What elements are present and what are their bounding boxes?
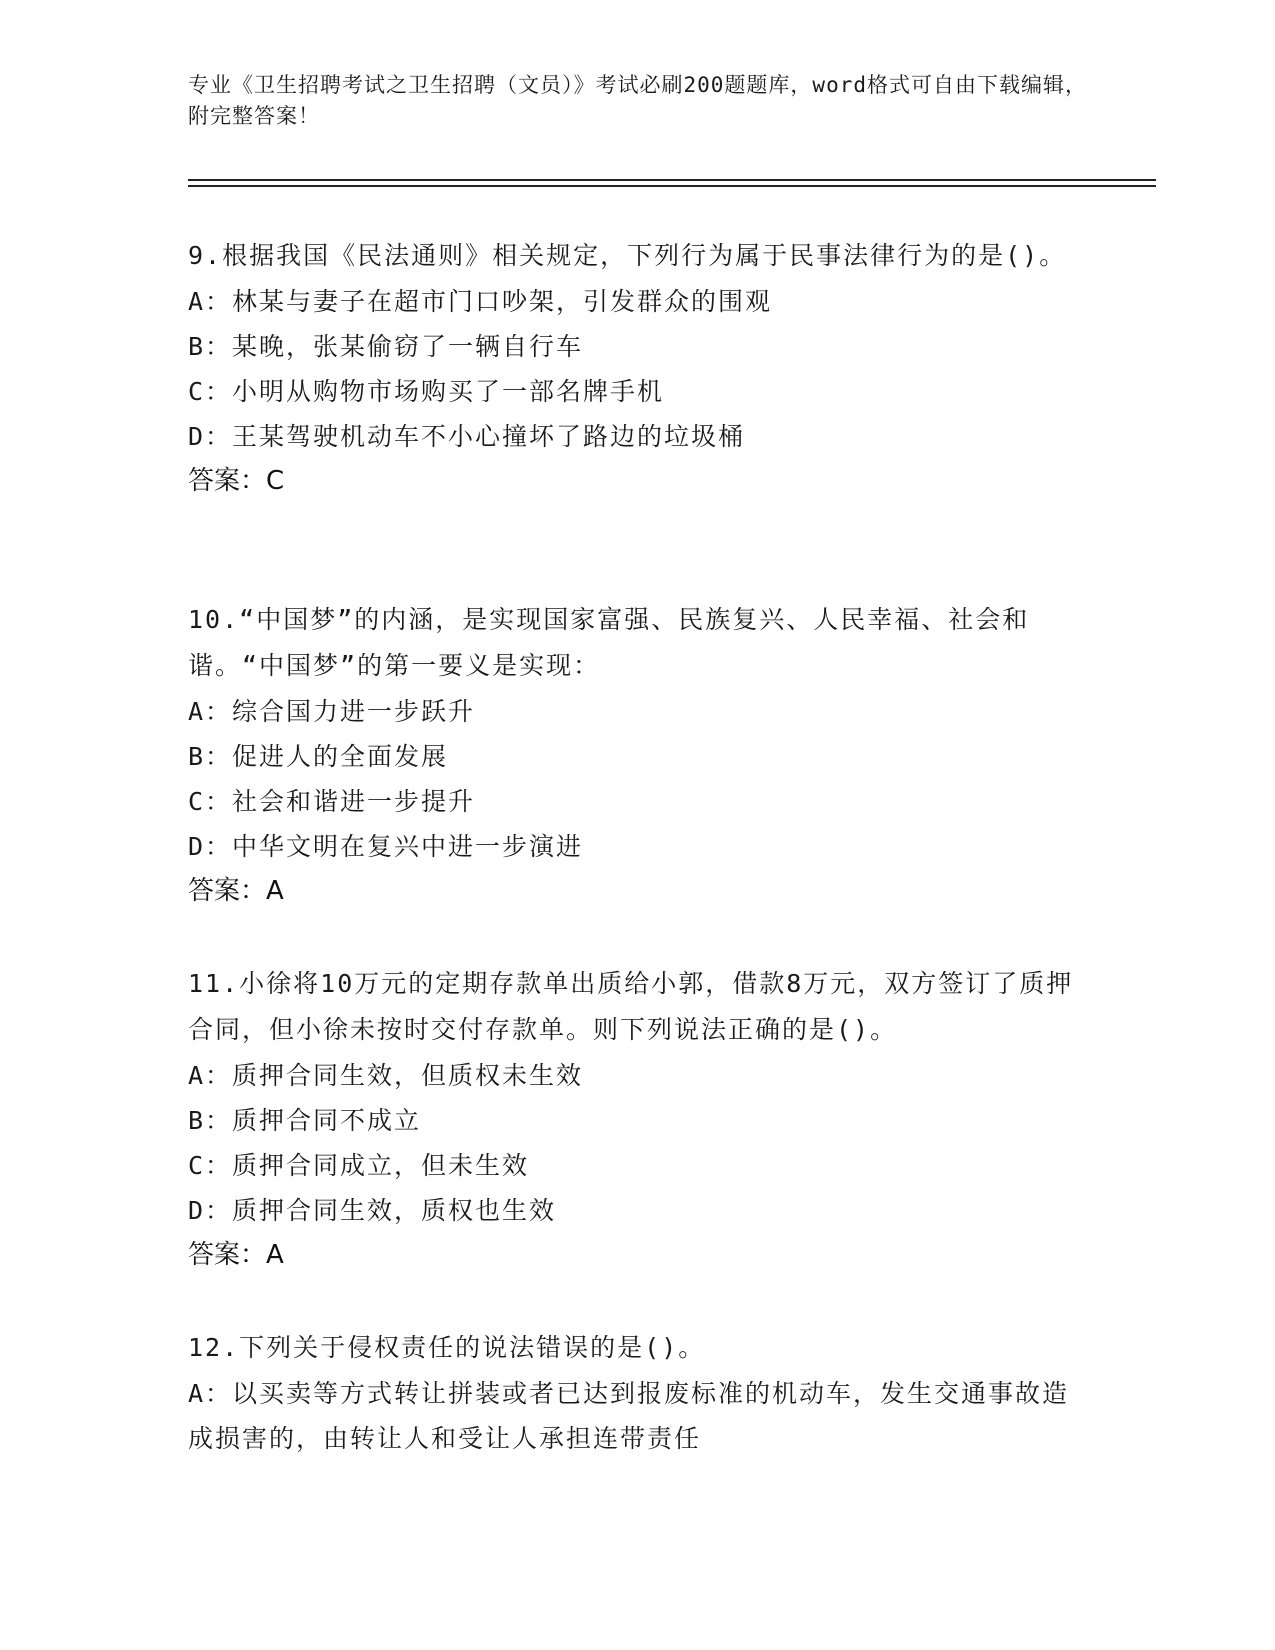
answer: 答案：C <box>188 466 285 496</box>
question-10 <box>188 597 1088 914</box>
option-d: D：中华文明在复兴中进一步演进 <box>188 832 584 861</box>
answer: 答案：A <box>188 876 284 906</box>
header-divider-bottom <box>188 185 1156 187</box>
option-a: A：质押合同生效，但质权未生效 <box>188 1061 584 1090</box>
option-b: B：质押合同不成立 <box>188 1106 422 1135</box>
option-c: C：质押合同成立，但未生效 <box>188 1151 530 1180</box>
question-stem: 10.“中国梦”的内涵，是实现国家富强、民族复兴、人民幸福、社会和谐。“中国梦”的第一要义是实现： <box>188 605 1030 680</box>
question-9 <box>188 233 1088 504</box>
question-stem: 11.小徐将10万元的定期存款单出质给小郭，借款8万元，双方签订了质押合同，但小徐未按时交付存款单。则下列说法正确的是()。 <box>188 969 1074 1044</box>
option-d: D：质押合同生效，质权也生效 <box>188 1196 557 1225</box>
option-b: B：促进人的全面发展 <box>188 742 449 771</box>
question-stem: 9.根据我国《民法通则》相关规定，下列行为属于民事法律行为的是()。 <box>188 241 1067 270</box>
header-divider-top <box>188 179 1156 181</box>
option-a: A：综合国力进一步跃升 <box>188 697 476 726</box>
option-c: C：社会和谐进一步提升 <box>188 787 476 816</box>
question-stem: 12.下列关于侵权责任的说法错误的是()。 <box>188 1333 706 1362</box>
option-a: A：林某与妻子在超市门口吵架，引发群众的围观 <box>188 287 773 316</box>
question-11 <box>188 961 1088 1278</box>
header-text: 专业《卫生招聘考试之卫生招聘（文员）》考试必刷200题题库，word格式可自由下载编辑，附完整答案！ <box>188 73 1087 128</box>
option-d: D：王某驾驶机动车不小心撞坏了路边的垃圾桶 <box>188 422 746 451</box>
document-header <box>188 70 1088 132</box>
answer: 答案：A <box>188 1240 284 1270</box>
option-c: C：小明从购物市场购买了一部名牌手机 <box>188 377 665 406</box>
option-a: A：以买卖等方式转让拼装或者已达到报废标准的机动车，发生交通事故造成损害的，由转让人和受让人承担连带责任 <box>188 1379 1070 1453</box>
option-b: B：某晚，张某偷窃了一辆自行车 <box>188 332 584 361</box>
question-12 <box>188 1325 1088 1461</box>
